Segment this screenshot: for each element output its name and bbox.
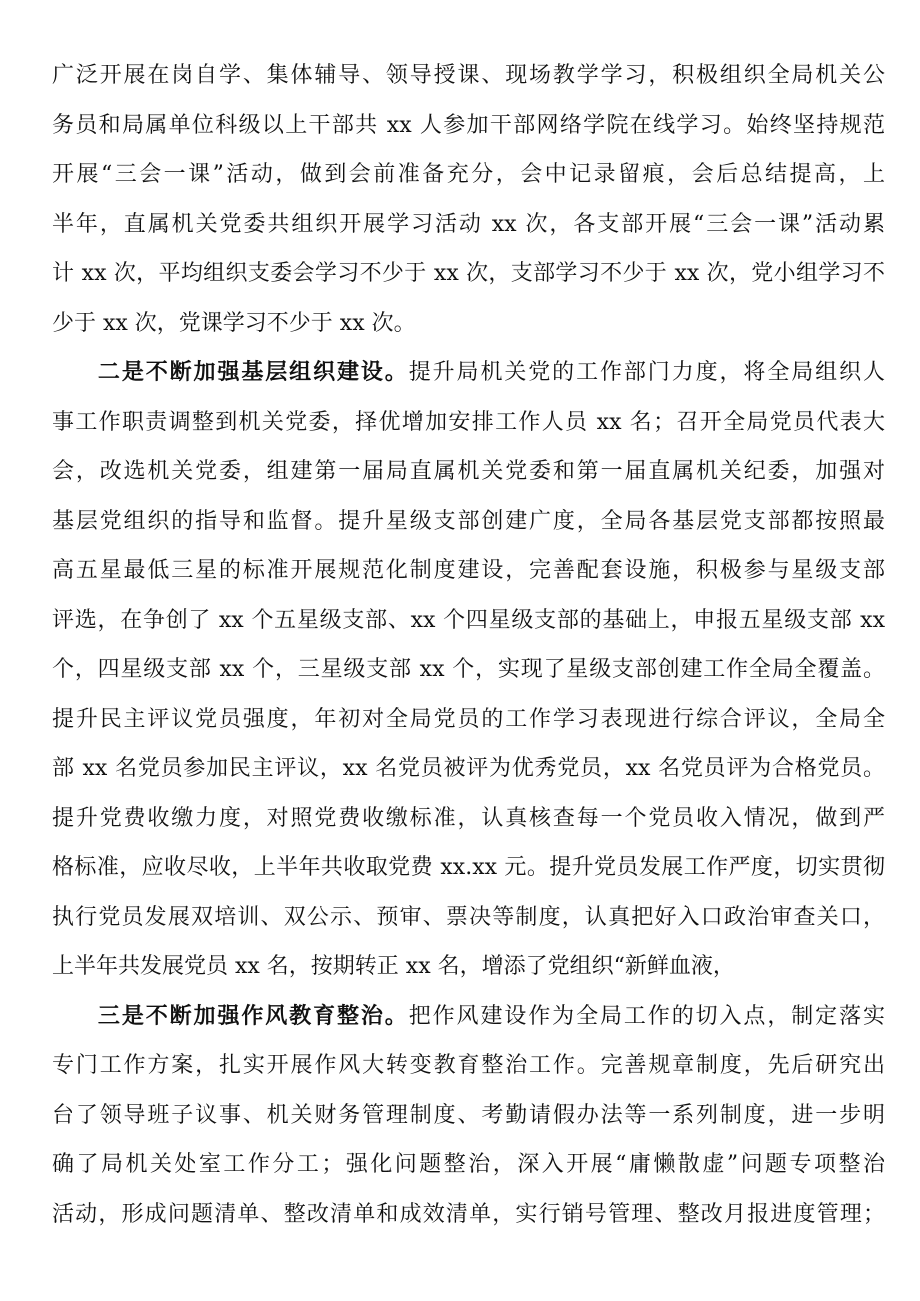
text-line-first: [52, 999, 885, 1049]
text-run: 把作风建设作为全局工作的切入点，制定落实: [408, 1003, 885, 1029]
text-line: 广泛开展在岗自学、集体辅导、领导授课、现场教学学习，积极组织全局机关公: [52, 63, 885, 88]
paragraph-organization: [52, 355, 885, 999]
paragraph-study: [52, 58, 885, 355]
paragraph-work-style: [52, 999, 885, 1247]
text-line: 提升党费收缴力度，对照党费收缴标准，认真核查每一个党员收入情况，做到严: [52, 805, 885, 831]
text-line: 个，四星级支部 xx 个，三星级支部 xx 个，实现了星级支部创建工作全局全覆盖。: [52, 657, 885, 682]
paragraph-heading: 三是不断加强作风教育整治。: [96, 1002, 409, 1029]
text-line: 评选，在争创了 xx 个五星级支部、xx 个四星级支部的基础上，申报五星级支部 xx: [52, 607, 885, 633]
text-line: 上半年共发展党员 xx 名，按期转正 xx 名，增添了党组织“新鲜血液，: [52, 954, 735, 979]
text-line: 会，改选机关党委，组建第一届局直属机关党委和第一届直属机关纪委，加强对: [52, 459, 885, 484]
text-line: 计 xx 次，平均组织支委会学习不少于 xx 次，支部学习不少于 xx 次，党小组学习不: [52, 261, 885, 286]
text-line: 台了领导班子议事、机关财务管理制度、考勤请假办法等一系列制度，进一步明: [52, 1102, 885, 1128]
text-line: 事工作职责调整到机关党委，择优增加安排工作人员 xx 名；召开全局党员代表大: [52, 409, 885, 435]
text-line: 提升民主评议党员强度，年初对全局党员的工作学习表现进行综合评议，全局全: [52, 706, 885, 732]
text-line: 确了局机关处室工作分工；强化问题整治，深入开展“庸懒散虚”问题专项整治: [52, 1152, 885, 1177]
text-line: 高五星最低三星的标准开展规范化制度建设，完善配套设施，积极参与星级支部: [52, 558, 885, 583]
text-line: 基层党组织的指导和监督。提升星级支部创建广度，全局各基层党支部都按照最: [52, 508, 885, 534]
paragraph-heading: 二是不断加强基层组织建设。: [96, 359, 409, 385]
text-line: 半年，直属机关党委共组织开展学习活动 xx 次，各支部开展“三会一课”活动累: [52, 211, 885, 237]
text-line: 少于 xx 次，党课学习不少于 xx 次。: [52, 310, 416, 336]
text-run: 提升局机关党的工作部门力度，将全局组织人: [408, 360, 885, 385]
text-line: 开展“三会一课”活动，做到会前准备充分，会中记录留痕，会后总结提高，上: [52, 162, 885, 187]
text-line: 部 xx 名党员参加民主评议，xx 名党员被评为优秀党员，xx 名党员评为合格党员。: [52, 756, 885, 781]
text-line: 执行党员发展双培训、双公示、预审、票决等制度，认真把好入口政治审查关口，: [52, 904, 885, 930]
document-page: [52, 58, 885, 1246]
text-line: 活动，形成问题清单、整改清单和成效清单，实行销号管理、整改月报进度管理；: [52, 1201, 885, 1227]
text-line: 务员和局属单位科级以上干部共 xx 人参加干部网络学院在线学习。始终坚持规范: [52, 112, 885, 138]
text-line: 专门工作方案，扎实开展作风大转变教育整治工作。完善规章制度，先后研究出: [52, 1053, 885, 1078]
text-line-first: [52, 355, 885, 405]
text-line: 格标准，应收尽收，上半年共收取党费 xx.xx 元。提升党员发展工作严度，切实贯彻: [52, 855, 885, 880]
